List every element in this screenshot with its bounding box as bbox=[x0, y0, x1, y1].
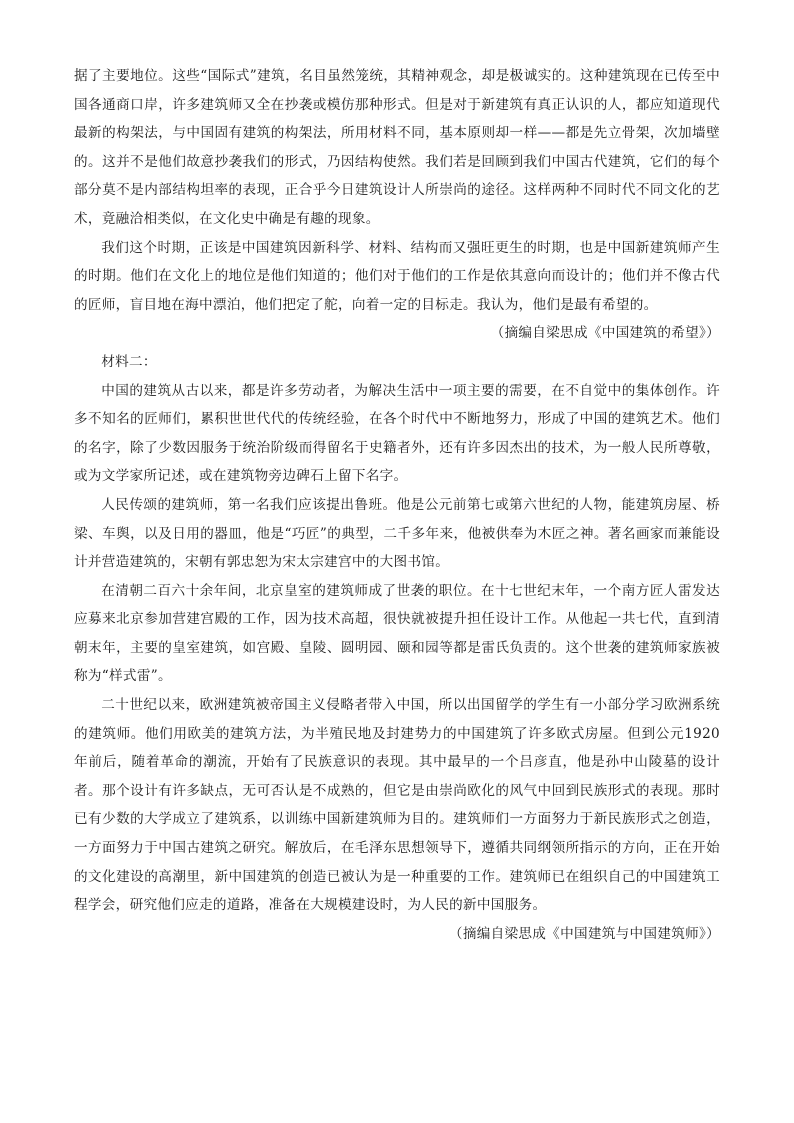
material-2-heading: 材料二： bbox=[101, 353, 157, 370]
paragraph-2: 我们这个时期，正该是中国建筑因新科学、材料、结构而又强旺更生的时期，也是中国新建筑师产生的时期。他们在文化上的地位是他们知道的；他们对于他们的工作是依其意向而设计的；他们并不像古代的匠师，盲目地在海中漂泊，他们把定了舵，向着一定的目标走。我认为，他们是最有希望的。 bbox=[74, 239, 720, 313]
paragraph-3: 中国的建筑从古以来，都是许多劳动者，为解决生活中一项主要的需要，在不自觉中的集体创作。许多不知名的匠师们，累积世世代代的传统经验，在各个时代中不断地努力，形成了中国的建筑艺术。他们的名字，除了少数因服务于统治阶级而得留名于史籍者外，还有许多因杰出的技术，为一般人民所尊敬，或为文学家所记述，或在建筑物旁边碑石上留下名字。 bbox=[74, 382, 720, 485]
document-page bbox=[74, 62, 720, 948]
paragraph-6: 二十世纪以来，欧洲建筑被帝国主义侵略者带入中国，所以出国留学的学生有一小部分学习欧洲系统的建筑师。他们用欧美的建筑方法，为半殖民地及封建势力的中国建筑了许多欧式房屋。但到公元1920年前后，随着革命的潮流，开始有了民族意识的表现。其中最早的一个吕彦直，他是孙中山陵墓的设计者。那个设计有许多缺点，无可否认是不成熟的，但它是由崇尚欧化的风气中回到民族形式的表现。那时已有少数的大学成立了建筑系，以训练中国新建筑师为目的。建筑师们一方面努力于新民族形式之创造，一方面努力于中国古建筑之研究。解放后，在毛泽东思想领导下，遵循共同纲领所指示的方向，正在开始的文化建设的高潮里，新中国建筑的创造已被认为是一种重要的工作。建筑师已在组织自己的中国建筑工程学会，研究他们应走的道路，准备在大规模建设时，为人民的新中国服务。 bbox=[74, 697, 720, 914]
source-citation-2: （摘编自梁思成《中国建筑与中国建筑师》） bbox=[448, 925, 720, 942]
paragraph-5: 在清朝二百六十余年间，北京皇室的建筑师成了世袭的职位。在十七世纪末年，一个南方匠人雷发达应募来北京参加营建宫殿的工作，因为技术高超，很快就被提升担任设计工作。从他起一共七代，直到清朝末年，主要的皇室建筑，如宫殿、皇陵、圆明园、颐和园等都是雷氏负责的。这个世袭的建筑师家族被称为“样式雷”。 bbox=[74, 582, 720, 685]
paragraph-1: 据了主要地位。这些“国际式”建筑，名目虽然笼统，其精神观念，却是极诚实的。这种建筑现在已传至中国各通商口岸，许多建筑师又全在抄袭或模仿那种形式。但是对于新建筑有真正认识的人，都应知道现代最新的构架法，与中国固有建筑的构架法，所用材料不同，基本原则却一样——都是先立骨架，次加墙壁的。这并不是他们故意抄袭我们的形式，乃因结构使然。我们若是回顾到我们中国古代建筑，它们的每个部分莫不是内部结构坦率的表现，正合乎今日建筑设计人所崇尚的途径。这样两种不同时代不同文化的艺术，竟融洽相类似，在文化史中确是有趣的现象。 bbox=[74, 68, 720, 227]
source-citation-1: （摘编自梁思成《中国建筑的希望》） bbox=[490, 325, 720, 342]
paragraph-4: 人民传颂的建筑师，第一名我们应该提出鲁班。他是公元前第七或第六世纪的人物，能建筑房屋、桥梁、车舆，以及日用的器皿，他是“巧匠”的典型，二千多年来，他被供奉为木匠之神。著名画家而兼能设计并营造建筑的，宋朝有郭忠恕为宋太宗建宫中的大图书馆。 bbox=[74, 496, 720, 571]
